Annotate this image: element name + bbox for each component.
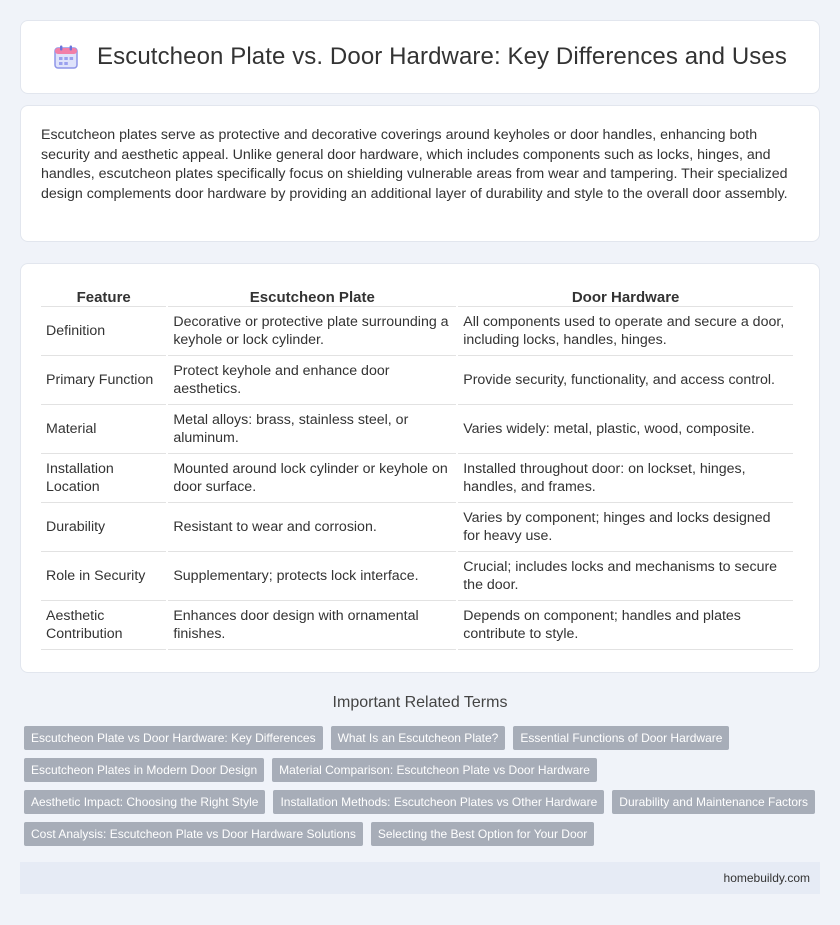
table-row xyxy=(41,503,793,552)
feature-cell: Installation Location xyxy=(41,454,166,503)
tag-row xyxy=(24,790,824,814)
escutcheon-cell: Supplementary; protects lock interface. xyxy=(168,552,456,601)
related-term-link[interactable]: Installation Methods: Escutcheon Plates vs Other Hardware xyxy=(273,790,604,814)
table-row xyxy=(41,552,793,601)
related-term-link[interactable]: Essential Functions of Door Hardware xyxy=(513,726,729,750)
table-row xyxy=(41,601,793,650)
feature-cell: Definition xyxy=(41,307,166,356)
related-term-link[interactable]: Escutcheon Plate vs Door Hardware: Key Differences xyxy=(24,726,323,750)
hardware-cell: Crucial; includes locks and mechanisms to secure the door. xyxy=(458,552,793,601)
related-term-link[interactable]: Escutcheon Plates in Modern Door Design xyxy=(24,758,264,782)
tag-row xyxy=(24,758,824,782)
escutcheon-cell: Enhances door design with ornamental finishes. xyxy=(168,601,456,650)
related-term-link[interactable]: Material Comparison: Escutcheon Plate vs Door Hardware xyxy=(272,758,597,782)
column-header-escutcheon-plate: Escutcheon Plate xyxy=(168,284,456,307)
intro-card xyxy=(20,105,820,242)
table-row xyxy=(41,454,793,503)
feature-cell: Material xyxy=(41,405,166,454)
table-header-row xyxy=(41,284,793,307)
related-term-link[interactable]: Cost Analysis: Escutcheon Plate vs Door Hardware Solutions xyxy=(24,822,363,846)
page-title: Escutcheon Plate vs. Door Hardware: Key Differences and Uses xyxy=(97,43,787,70)
feature-cell: Aesthetic Contribution xyxy=(41,601,166,650)
table-row xyxy=(41,307,793,356)
related-term-link[interactable]: Durability and Maintenance Factors xyxy=(612,790,815,814)
table-row xyxy=(41,356,793,405)
calendar-icon xyxy=(53,44,79,70)
header-card xyxy=(20,20,820,94)
tag-row xyxy=(24,726,824,750)
escutcheon-cell: Mounted around lock cylinder or keyhole on door surface. xyxy=(168,454,456,503)
escutcheon-cell: Decorative or protective plate surrounding a keyhole or lock cylinder. xyxy=(168,307,456,356)
intro-paragraph: Escutcheon plates serve as protective and decorative coverings around keyholes or door handles, enhancing both security and aesthetic appeal. Unlike general door hardware, which includes components such as locks, hinges, and handles, escutcheon plates specifically focus on shielding vulnerable areas from wear and tampering. Their specialized design complements door hardware by providing an additional layer of durability and style to the overall door assembly. xyxy=(41,127,788,202)
comparison-table xyxy=(39,284,795,650)
escutcheon-cell: Metal alloys: brass, stainless steel, or aluminum. xyxy=(168,405,456,454)
table-row xyxy=(41,405,793,454)
hardware-cell: Varies by component; hinges and locks designed for heavy use. xyxy=(458,503,793,552)
hardware-cell: All components used to operate and secure a door, including locks, handles, hinges. xyxy=(458,307,793,356)
hardware-cell: Depends on component; handles and plates contribute to style. xyxy=(458,601,793,650)
related-terms-list xyxy=(24,726,824,854)
column-header-door-hardware: Door Hardware xyxy=(458,284,793,307)
related-term-link[interactable]: What Is an Escutcheon Plate? xyxy=(331,726,506,750)
related-term-link[interactable]: Selecting the Best Option for Your Door xyxy=(371,822,594,846)
tag-row xyxy=(24,822,824,846)
feature-cell: Durability xyxy=(41,503,166,552)
hardware-cell: Varies widely: metal, plastic, wood, composite. xyxy=(458,405,793,454)
hardware-cell: Installed throughout door: on lockset, hinges, handles, and frames. xyxy=(458,454,793,503)
related-term-link[interactable]: Aesthetic Impact: Choosing the Right Style xyxy=(24,790,265,814)
column-header-feature: Feature xyxy=(41,284,166,307)
comparison-card xyxy=(20,263,820,673)
escutcheon-cell: Protect keyhole and enhance door aesthetics. xyxy=(168,356,456,405)
hardware-cell: Provide security, functionality, and access control. xyxy=(458,356,793,405)
feature-cell: Role in Security xyxy=(41,552,166,601)
footer-site-link[interactable]: homebuildy.com xyxy=(723,871,810,885)
feature-cell: Primary Function xyxy=(41,356,166,405)
related-terms-heading: Important Related Terms xyxy=(332,694,508,711)
escutcheon-cell: Resistant to wear and corrosion. xyxy=(168,503,456,552)
footer xyxy=(20,862,820,894)
